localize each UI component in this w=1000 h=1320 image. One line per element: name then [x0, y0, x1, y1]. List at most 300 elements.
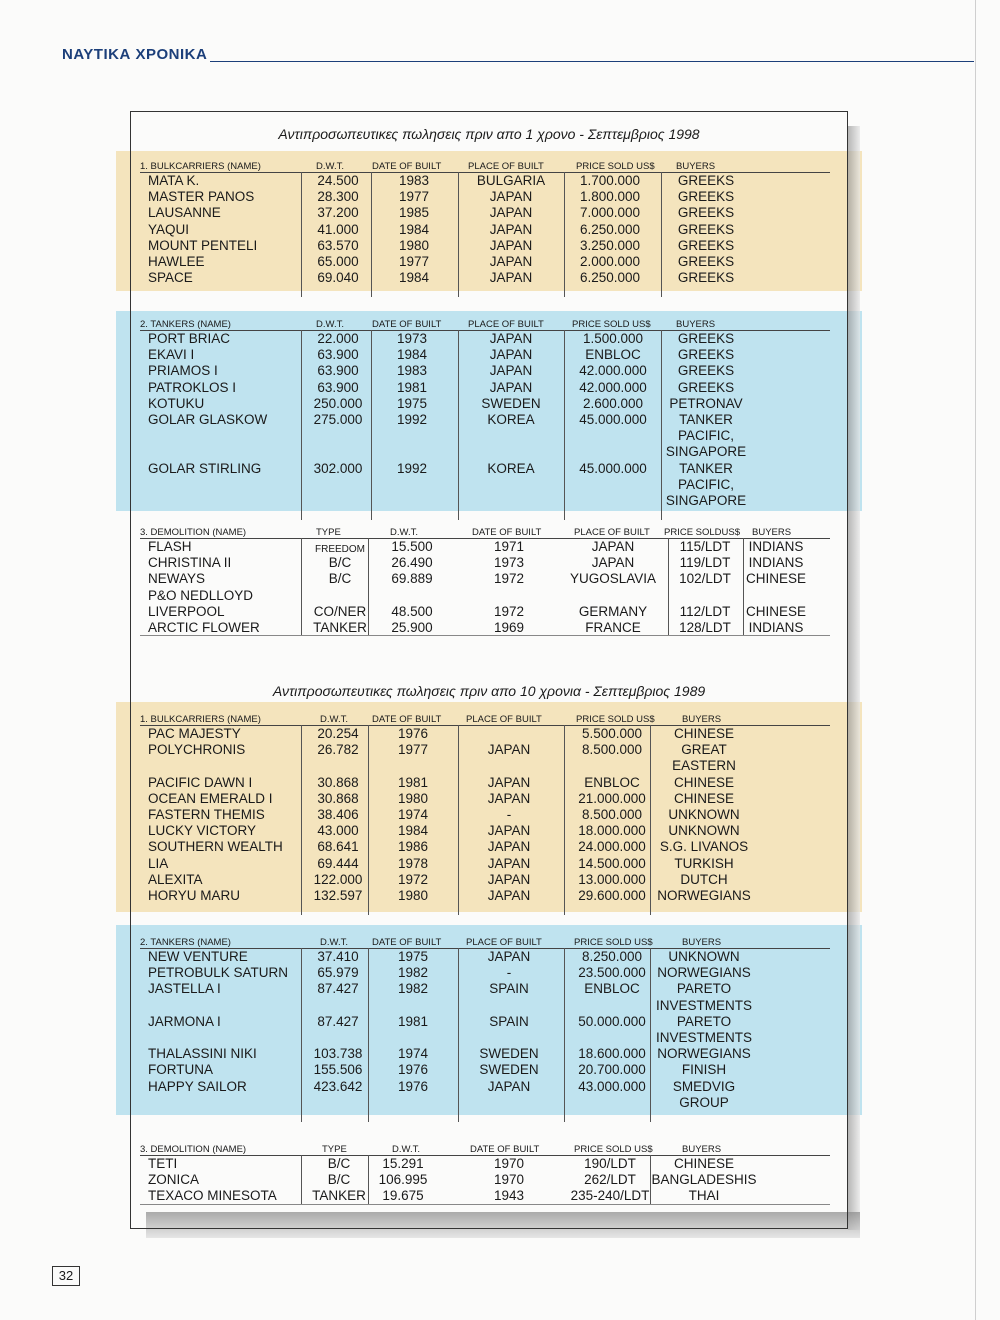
column-header: DATE OF BUILT: [372, 714, 442, 725]
table-row: [140, 1014, 830, 1030]
column-divider: [301, 172, 302, 297]
table-row: [140, 998, 830, 1014]
section-title-1998: Αντιπροσωπευτικες πωλησεις πριν απο 1 χρονο - Σεπτεμβριος 1998: [278, 126, 700, 142]
vessel-name: ALEXITA: [148, 871, 203, 887]
table-cell: PACIFIC,: [677, 428, 735, 444]
column-header: BUYERS: [682, 1144, 722, 1155]
table-cell: 1980: [398, 237, 430, 253]
vessel-name: PACIFIC DAWN I: [148, 774, 253, 790]
table-cell: 1981: [397, 774, 429, 790]
table-cell: JAPAN: [591, 555, 635, 571]
table-section-label: 2. TANKERS (NAME): [140, 937, 231, 948]
vessel-name: MOUNT PENTELI: [148, 237, 258, 253]
column-header: PRICE SOLDUS$: [664, 527, 741, 538]
table-cell: 68.641: [317, 839, 359, 855]
table-cell: 18.000.000: [578, 823, 646, 839]
table-cell: 45.000.000: [579, 460, 647, 476]
table-cell: SWEDEN: [479, 1046, 539, 1062]
table-cell: SPAIN: [489, 1013, 529, 1029]
table-cell: 63.900: [317, 347, 359, 363]
column-header: TYPE: [316, 527, 341, 538]
table-cell: UNKNOWN: [668, 949, 740, 964]
column-header: BUYERS: [676, 161, 716, 172]
table-cell: 1975: [396, 395, 428, 411]
table-cell: 112/LDT: [679, 603, 731, 619]
column-header: D.W.T.: [320, 714, 348, 725]
vessel-name: SOUTHERN WEALTH: [148, 839, 283, 855]
vessel-name: PRIAMOS I: [148, 363, 218, 379]
table-row: [140, 189, 830, 205]
table-row: [140, 571, 830, 587]
table-cell: 63.900: [317, 363, 359, 379]
table-row: [140, 331, 830, 347]
column-header: DATE OF BUILT: [470, 1144, 540, 1155]
column-header: DATE OF BUILT: [372, 319, 442, 330]
table-cell: 69.889: [391, 571, 433, 587]
table-cell: 14.500.000: [578, 855, 646, 871]
column-header: PLACE OF BUILT: [468, 161, 544, 172]
column-divider: [368, 948, 369, 1122]
column-header: BUYERS: [676, 319, 716, 330]
table-cell: KOREA: [487, 460, 535, 476]
table-cell: INDIANS: [748, 619, 804, 635]
table-cell: 26.782: [317, 742, 359, 758]
table-cell: 1974: [397, 1046, 429, 1062]
table-cell: 87.427: [317, 981, 359, 997]
table-cell: 250.000: [313, 395, 363, 411]
column-divider: [458, 330, 459, 520]
table-cell: CHINESE: [745, 603, 807, 619]
table-cell: 7.000.000: [579, 205, 641, 221]
table-cell: 25.900: [391, 619, 433, 635]
column-header: D.W.T.: [316, 161, 344, 172]
column-divider: [301, 538, 302, 635]
table-row: [140, 493, 830, 509]
table-cell: 37.410: [317, 949, 359, 964]
vessel-name: FLASH: [148, 539, 192, 554]
table-cell: 43.000.000: [578, 1078, 646, 1094]
column-divider: [564, 948, 565, 1122]
table-cell: TANKER: [312, 1188, 366, 1204]
table-cell: ENBLOC: [584, 981, 640, 997]
table-cell: 6.250.000: [579, 270, 641, 286]
table-row: [140, 1188, 830, 1204]
vessel-name: HAWLEE: [148, 253, 205, 269]
table-cell: 43.000: [317, 823, 359, 839]
table-cell: 42.000.000: [579, 379, 647, 395]
table-cell: YUGOSLAVIA: [569, 571, 657, 587]
table-row: [140, 839, 830, 855]
table-row: [140, 775, 830, 791]
vessel-name: CHRISTINA II: [148, 555, 232, 571]
table-row: [140, 238, 830, 254]
table-cell: B/C: [328, 571, 352, 587]
table-cell: 23.500.000: [578, 965, 646, 981]
table-cell: CO/NER: [313, 603, 367, 619]
table-row: [140, 965, 830, 981]
column-header: DATE OF BUILT: [472, 527, 542, 538]
table-cell: 24.000.000: [578, 839, 646, 855]
vessel-name: ARCTIC FLOWER: [148, 619, 260, 635]
table-cell: JAPAN: [489, 221, 533, 237]
table-cell: 13.000.000: [578, 871, 646, 887]
table-cell: JAPAN: [487, 1078, 531, 1094]
table-row: [140, 742, 830, 758]
vessel-name: HAPPY SAILOR: [148, 1078, 247, 1094]
table-row: [140, 620, 830, 636]
table-cell: 37.200: [317, 205, 359, 221]
table-cell: 1976: [397, 1078, 429, 1094]
table-cell: BULGARIA: [476, 173, 546, 188]
table-row: [140, 949, 830, 965]
table-cell: 1983: [398, 173, 430, 188]
table-bottom-rule: [140, 635, 830, 636]
vessel-name: GOLAR STIRLING: [148, 460, 262, 476]
table-cell: 1980: [397, 790, 429, 806]
column-divider: [371, 330, 372, 520]
table-cell: JAPAN: [489, 270, 533, 286]
table-cell: UNKNOWN: [668, 806, 740, 822]
table-cell: 122.000: [313, 871, 363, 887]
vessel-name: THALASSINI NIKI: [148, 1046, 257, 1062]
table-cell: 41.000: [317, 221, 359, 237]
table-row: [140, 363, 830, 379]
table-cell: 1976: [397, 1062, 429, 1078]
table-bottom-rule: [140, 1204, 830, 1205]
table-cell: 102/LDT: [679, 571, 731, 587]
table-row: [140, 1095, 830, 1111]
vessel-name: EKAVI I: [148, 347, 195, 363]
table-cell: 1978: [397, 855, 429, 871]
table-cell: JAPAN: [489, 331, 533, 346]
table-row: [140, 872, 830, 888]
table-cell: THAI: [688, 1188, 720, 1204]
table-cell: 19.675: [382, 1188, 424, 1204]
table-row: [140, 1046, 830, 1062]
table-cell: 48.500: [391, 603, 433, 619]
vessel-name: LAUSANNE: [148, 205, 221, 221]
table-section-label: 3. DEMOLITION (NAME): [140, 1144, 247, 1155]
page-number: 32: [52, 1266, 80, 1286]
column-header: PRICE SOLD US$: [576, 714, 655, 725]
table-cell: JAPAN: [487, 823, 531, 839]
table-cell: 30.868: [317, 774, 359, 790]
table-cell: GREEKS: [677, 253, 735, 269]
table-cell: 1.800.000: [579, 189, 641, 205]
table-row: [140, 1156, 830, 1172]
table-cell: PARETO: [676, 1013, 732, 1029]
table-cell: JAPAN: [489, 379, 533, 395]
table-row: [140, 461, 830, 477]
table-cell: NORWEGIANS: [657, 887, 751, 903]
table-cell: 275.000: [313, 411, 363, 427]
table-cell: JAPAN: [487, 871, 531, 887]
table-cell: 1972: [397, 871, 429, 887]
vessel-name: JASTELLA I: [148, 981, 221, 997]
column-divider: [458, 948, 459, 1122]
table-cell: 1985: [398, 205, 430, 221]
page-edge: [975, 0, 976, 1320]
table-cell: 1977: [398, 253, 430, 269]
table-cell: 1970: [493, 1156, 525, 1171]
table-row: [140, 270, 830, 286]
table-cell: 190/LDT: [584, 1156, 636, 1171]
table-cell: CHINESE: [673, 726, 735, 741]
table-cell: 69.040: [317, 270, 359, 286]
table-row: [140, 823, 830, 839]
vessel-name: FASTERN THEMIS: [148, 806, 265, 822]
column-header: D.W.T.: [390, 527, 418, 538]
column-header: PRICE SOLD US$: [572, 319, 651, 330]
table-cell: 1984: [396, 347, 428, 363]
tankers-table-1989: [140, 936, 830, 1111]
column-header: PLACE OF BUILT: [574, 527, 650, 538]
table-cell: B/C: [327, 1156, 351, 1171]
table-cell: 1983: [396, 363, 428, 379]
table-cell: 1972: [493, 571, 525, 587]
table-cell: 1975: [397, 949, 429, 964]
table-row: [140, 173, 830, 189]
column-divider: [301, 725, 302, 915]
column-divider: [368, 1155, 369, 1204]
column-header: PRICE SOLD US$: [574, 1144, 653, 1155]
table-cell: DUTCH: [680, 871, 728, 887]
table-cell: GROUP: [679, 1094, 729, 1110]
table-cell: 1977: [397, 742, 429, 758]
table-cell: JAPAN: [487, 887, 531, 903]
column-divider: [458, 172, 459, 297]
vessel-name: HORYU MARU: [148, 887, 241, 903]
table-cell: CHINESE: [673, 1156, 735, 1171]
table-cell: 42.000.000: [579, 363, 647, 379]
table-cell: 103.738: [313, 1046, 363, 1062]
table-cell: 1970: [493, 1172, 525, 1188]
table-cell: BANGLADESHIS: [651, 1172, 757, 1188]
table-header-row: [140, 936, 830, 949]
table-cell: 87.427: [317, 1013, 359, 1029]
bulkcarriers-table-1989: [140, 713, 830, 904]
table-row: [140, 888, 830, 904]
demolition-table-1998: [140, 526, 830, 636]
table-cell: 1976: [397, 726, 429, 741]
table-cell: GREEKS: [677, 347, 735, 363]
table-cell: 2.000.000: [579, 253, 641, 269]
header-rule: [210, 61, 974, 62]
table-cell: TANKER: [679, 411, 733, 427]
table-cell: 119/LDT: [679, 555, 731, 571]
vessel-name: PATROKLOS I: [148, 379, 237, 395]
column-divider: [650, 948, 651, 1122]
table-cell: 1982: [397, 965, 429, 981]
table-cell: ENBLOC: [584, 774, 640, 790]
table-cell: 22.000: [317, 331, 359, 346]
column-divider: [650, 1155, 651, 1204]
table-cell: 18.600.000: [578, 1046, 646, 1062]
table-cell: GREEKS: [677, 221, 735, 237]
vessel-name: FORTUNA: [148, 1062, 214, 1078]
column-header: D.W.T.: [392, 1144, 420, 1155]
table-cell: PACIFIC,: [677, 476, 735, 492]
table-cell: TANKER: [679, 460, 733, 476]
table-cell: 1.700.000: [579, 173, 641, 188]
column-header: PLACE OF BUILT: [466, 714, 542, 725]
vessel-name: JARMONA I: [148, 1013, 221, 1029]
table-cell: FINISH: [681, 1062, 727, 1078]
table-cell: JAPAN: [487, 774, 531, 790]
table-cell: JAPAN: [489, 189, 533, 205]
table-cell: 2.600.000: [582, 395, 644, 411]
table-cell: 1981: [396, 379, 428, 395]
table-row: [140, 1030, 830, 1046]
table-cell: 5.500.000: [581, 726, 643, 741]
table-cell: GREEKS: [677, 173, 735, 188]
vessel-name: SPACE: [148, 270, 193, 286]
column-divider: [564, 725, 565, 915]
table-cell: B/C: [327, 1172, 351, 1188]
table-cell: JAPAN: [487, 949, 531, 964]
table-cell: GREEKS: [677, 237, 735, 253]
table-cell: 8.250.000: [581, 949, 643, 964]
vessel-name: PAC MAJESTY: [148, 726, 241, 741]
vessel-name: KOTUKU: [148, 395, 205, 411]
table-cell: GREEKS: [677, 189, 735, 205]
column-header: BUYERS: [682, 937, 722, 948]
table-cell: 423.642: [313, 1078, 363, 1094]
table-cell: 63.570: [317, 237, 359, 253]
table-cell: SINGAPORE: [665, 444, 747, 460]
vessel-name: TEXACO MINESOTA: [148, 1188, 277, 1204]
table-cell: 1982: [397, 981, 429, 997]
table-row: [140, 1172, 830, 1188]
table-cell: 63.900: [317, 379, 359, 395]
table-cell: 24.500: [317, 173, 359, 188]
table-cell: NORWEGIANS: [657, 1046, 751, 1062]
column-divider: [661, 330, 662, 520]
table-row: [140, 347, 830, 363]
table-row: [140, 604, 830, 620]
column-divider: [458, 725, 459, 915]
table-row: [140, 807, 830, 823]
table-cell: B/C: [328, 555, 352, 571]
table-cell: 128/LDT: [679, 619, 731, 635]
tankers-table-1998: [140, 318, 830, 509]
table-cell: PETRONAV: [669, 395, 743, 411]
column-header: PLACE OF BUILT: [468, 319, 544, 330]
table-row: [140, 477, 830, 493]
vessel-name: LUCKY VICTORY: [148, 823, 257, 839]
table-cell: NORWEGIANS: [657, 965, 751, 981]
table-row: [140, 428, 830, 444]
table-row: [140, 222, 830, 238]
table-cell: SMEDVIG: [672, 1078, 736, 1094]
table-cell: 65.000: [317, 253, 359, 269]
table-row: [140, 539, 830, 555]
table-cell: 1984: [398, 221, 430, 237]
table-cell: -: [506, 965, 512, 981]
table-row: [140, 981, 830, 997]
table-cell: JAPAN: [487, 742, 531, 758]
vessel-name: TETI: [148, 1156, 178, 1171]
column-header: BUYERS: [752, 527, 792, 538]
table-cell: 15.500: [391, 539, 433, 554]
column-divider: [368, 538, 369, 635]
table-cell: 1992: [396, 411, 428, 427]
table-cell: PARETO: [676, 981, 732, 997]
table-section-label: 3. DEMOLITION (NAME): [140, 527, 247, 538]
table-cell: CHINESE: [745, 571, 807, 587]
table-header-row: [140, 1143, 830, 1156]
table-cell: -: [506, 806, 512, 822]
vessel-name: NEW VENTURE: [148, 949, 248, 964]
table-row: [140, 555, 830, 571]
table-cell: SWEDEN: [479, 1062, 539, 1078]
table-cell: 50.000.000: [578, 1013, 646, 1029]
table-cell: 26.490: [391, 555, 433, 571]
table-cell: JAPAN: [591, 539, 635, 554]
table-cell: JAPAN: [489, 347, 533, 363]
table-cell: 20.700.000: [578, 1062, 646, 1078]
table-cell: 1.500.000: [582, 331, 644, 346]
table-cell: 6.250.000: [579, 221, 641, 237]
column-divider: [301, 948, 302, 1122]
table-cell: 132.597: [313, 887, 363, 903]
table-cell: 1971: [493, 539, 525, 554]
table-cell: INVESTMENTS: [655, 1029, 753, 1045]
table-cell: 3.250.000: [579, 237, 641, 253]
table-cell: 38.406: [317, 806, 359, 822]
table-cell: GREEKS: [677, 205, 735, 221]
table-cell: 1986: [397, 839, 429, 855]
table-cell: 1980: [397, 887, 429, 903]
table-cell: JAPAN: [487, 855, 531, 871]
table-cell: INDIANS: [748, 555, 804, 571]
vessel-name: P&O NEDLLOYD: [148, 587, 254, 603]
table-cell: CHINESE: [673, 774, 735, 790]
table-cell: CHINESE: [673, 790, 735, 806]
column-divider: [668, 538, 669, 635]
table-cell: JAPAN: [487, 790, 531, 806]
table-cell: 1973: [396, 331, 428, 346]
table-row: [140, 380, 830, 396]
column-header: BUYERS: [682, 714, 722, 725]
column-divider: [301, 1155, 302, 1204]
table-cell: JAPAN: [487, 839, 531, 855]
table-row: [140, 588, 830, 604]
table-cell: 155.506: [313, 1062, 363, 1078]
vessel-name: PETROBULK SATURN: [148, 965, 289, 981]
table-row: [140, 412, 830, 428]
column-divider: [368, 725, 369, 915]
table-cell: GREEKS: [677, 331, 735, 346]
table-cell: 262/LDT: [584, 1172, 636, 1188]
column-divider: [301, 330, 302, 520]
table-cell: INDIANS: [748, 539, 804, 554]
table-cell: 1981: [397, 1013, 429, 1029]
table-cell: 65.979: [317, 965, 359, 981]
table-cell: 30.868: [317, 790, 359, 806]
table-header-row: [140, 713, 830, 726]
table-cell: JAPAN: [489, 253, 533, 269]
column-header: DATE OF BUILT: [372, 937, 442, 948]
table-section-label: 2. TANKERS (NAME): [140, 319, 231, 330]
table-cell: 1943: [493, 1188, 525, 1204]
column-header: TYPE: [322, 1144, 347, 1155]
table-cell: KOREA: [487, 411, 535, 427]
table-cell: JAPAN: [489, 363, 533, 379]
table-row: [140, 1062, 830, 1078]
table-row: [140, 205, 830, 221]
table-cell: SPAIN: [489, 981, 529, 997]
